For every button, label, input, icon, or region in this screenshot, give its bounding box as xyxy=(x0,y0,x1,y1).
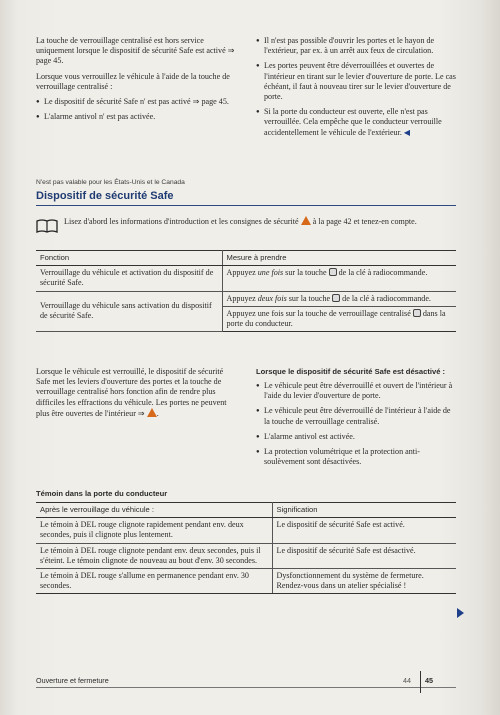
bullet-item: ● L'alarme antivol n' est pas activée. xyxy=(36,112,236,122)
cell-text: Appuyez une fois sur la touche de verrouillage centralisé xyxy=(226,308,413,318)
page-number-left: 44 xyxy=(403,676,411,685)
paragraph: Lorsque vous verrouillez le véhicule à l'aide de la touche de verrouillage centralisé : xyxy=(36,71,230,91)
function-table xyxy=(36,250,456,332)
table-row xyxy=(36,291,456,306)
table-cell: Dysfonctionnement du système de fermeture. Rendez-vous dans un atelier spécialisé ! xyxy=(272,569,456,594)
table-cell: Le dispositif de sécurité Safe est désactivé. xyxy=(272,543,456,568)
cell-text: Appuyez xyxy=(226,268,258,278)
intro-text xyxy=(64,216,456,227)
table-header-row xyxy=(36,251,456,266)
section-title: Dispositif de sécurité Safe xyxy=(36,190,174,202)
subheading: Lorsque le dispositif de sécurité Safe est désactivé : xyxy=(256,367,446,376)
table-cell: Le dispositif de sécurité Safe est activé. xyxy=(272,518,456,543)
section-divider xyxy=(36,205,456,206)
table-cell: Le témoin à DEL rouge clignote pendant env. deux secondes, puis il s'éteint. Le témoin clignote de nouveau au bout d'env. 30 secondes. xyxy=(36,543,272,568)
bullet-item: ● Le dispositif de sécurité Safe n' est pas activé ⇒ page 45. xyxy=(36,97,236,107)
lock-key-icon xyxy=(332,294,340,302)
top-left-column xyxy=(36,36,236,127)
column-header: Fonction xyxy=(36,251,222,266)
table-cell: Le témoin à DEL rouge clignote rapidement pendant env. deux secondes, puis il clignote plus lentement. xyxy=(36,518,272,543)
footer-divider xyxy=(36,687,456,688)
paragraph-text: Lorsque le véhicule est verrouillé, le dispositif de sécurité Safe met les leviers d'ouverture des portes et la touche de verrouillage centralisé hors fonction afin de rendre plus difficiles les effractions du véhicule. Les portes ne peuvent plus être ouvertes de l'intérieur ⇒ xyxy=(36,367,227,418)
mid-right-column xyxy=(256,367,456,472)
lock-key-icon xyxy=(413,309,421,317)
table-header-row xyxy=(36,503,456,518)
lock-key-icon xyxy=(329,268,337,276)
table-cell xyxy=(222,266,456,291)
indicator-table xyxy=(36,502,456,594)
bullet-item xyxy=(256,107,456,138)
cell-text: sur la touche xyxy=(283,268,329,278)
cell-emphasis: une fois xyxy=(257,268,284,278)
bullet-text: Si la porte du conducteur est ouverte, elle n'est pas verrouillée. Cela empêche que le conducteur verrouille accidentellement le véhicule de l'extérieur. xyxy=(264,107,442,137)
paragraph: La touche de verrouillage centralisé est hors service uniquement lorsque le dispositif de sécurité Safe est activé ⇒ page 45. xyxy=(36,36,235,66)
warning-icon xyxy=(301,216,311,225)
column-header: Signification xyxy=(272,503,456,518)
cell-text: de la clé à radiocommande. xyxy=(336,268,428,278)
intro-text-part: Lisez d'abord les informations d'introduction et les consignes de sécurité xyxy=(64,217,299,226)
book-icon xyxy=(36,218,58,234)
table-cell: Le témoin à DEL rouge s'allume en permanence pendant env. 30 secondes. xyxy=(36,569,272,594)
bullet-item: ● Il n'est pas possible d'ouvrir les portes et le hayon de l'extérieur, par ex. à un arrêt aux feux de circulation. xyxy=(256,36,456,56)
bullet-item: ● Les portes peuvent être déverrouillées et ouvertes de l'intérieur en tirant sur le levier d'ouverture de porte. Le cas échéant, il faut à nouveau tirer sur le levier d'ouverture de porte. xyxy=(256,61,456,102)
table-row xyxy=(36,266,456,291)
table-cell: Verrouillage du véhicule sans activation du dispositif de sécurité Safe. xyxy=(36,291,222,332)
cell-text: dans la porte du conducteur. xyxy=(226,308,446,329)
cell-text: Appuyez xyxy=(226,293,258,303)
table-row xyxy=(36,518,456,543)
page-separator xyxy=(420,671,421,693)
page-number-right: 45 xyxy=(425,676,433,685)
cell-text: de la clé à radiocommande. xyxy=(340,293,431,303)
cell-text: sur la touche xyxy=(286,293,333,303)
mid-left-column xyxy=(36,367,236,424)
bullet-item: ● La protection volumétrique et la protection anti-soulèvement sont désactivées. xyxy=(256,447,456,467)
warning-icon xyxy=(147,408,157,417)
intro-text-part: à la page 42 et tenez-en compte. xyxy=(312,217,417,226)
table-cell xyxy=(222,306,456,331)
table-row xyxy=(36,569,456,594)
bullet-item: ● L'alarme antivol est activée. xyxy=(256,432,456,442)
end-marker-icon: ◀ xyxy=(403,127,411,137)
bullet-item: ● Le véhicule peut être déverrouillé et ouvert de l'intérieur à l'aide du levier d'ouverture de porte. xyxy=(256,381,456,401)
region-note: N'est pas valable pour les États-Unis et le Canada xyxy=(36,179,185,186)
paragraph-text: . xyxy=(156,408,159,418)
column-header: Mesure à prendre xyxy=(222,251,456,266)
paragraph xyxy=(36,367,236,419)
table-cell: Verrouillage du véhicule et activation du dispositif de sécurité Safe. xyxy=(36,266,222,291)
table-cell xyxy=(222,291,456,306)
top-right-column xyxy=(256,36,456,143)
cell-emphasis: deux fois xyxy=(257,293,287,303)
table-caption: Témoin dans la porte du conducteur xyxy=(36,489,168,498)
table-row xyxy=(36,543,456,568)
chapter-title: Ouverture et fermeture xyxy=(36,676,109,685)
continue-arrow-icon xyxy=(457,608,464,618)
bullet-item: ● Le véhicule peut être déverrouillé de l'intérieur à l'aide de la touche de verrouillage centralisé. xyxy=(256,406,456,426)
column-header: Après le verrouillage du véhicule : xyxy=(36,503,272,518)
